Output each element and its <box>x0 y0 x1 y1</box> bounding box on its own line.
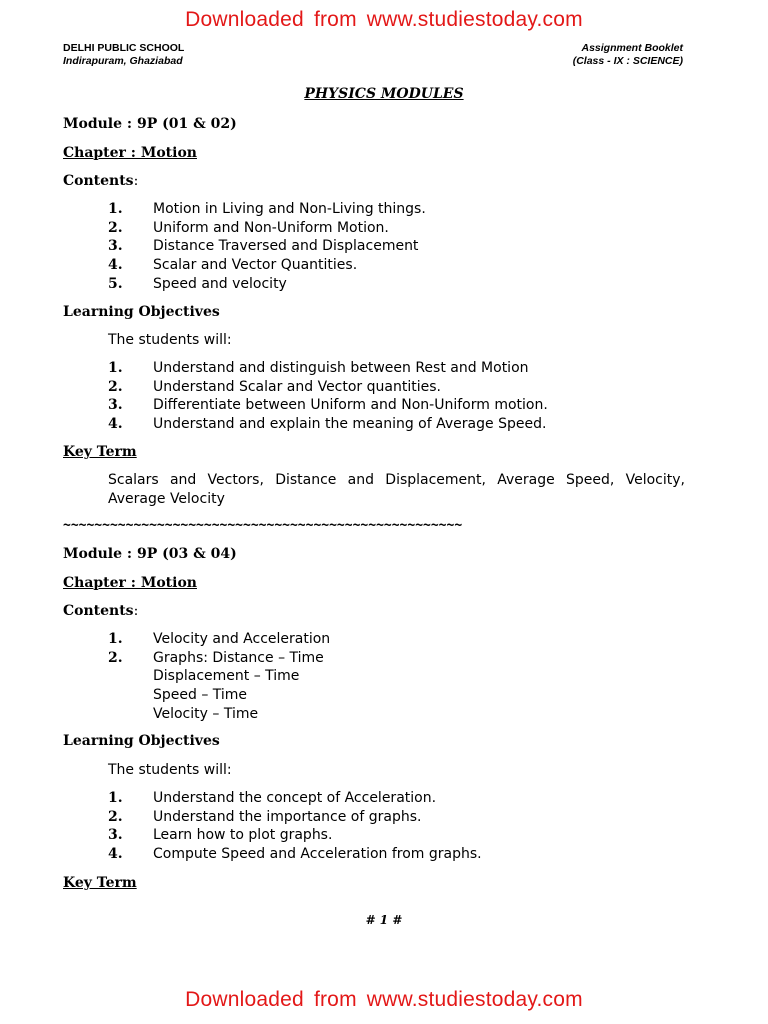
list-text: Velocity and Acceleration <box>153 631 331 647</box>
module-2-chapter: Chapter : Motion <box>63 575 197 591</box>
list-number: 3. <box>108 397 123 414</box>
module-1-objectives-list <box>108 359 548 434</box>
module-1-keyterm-heading: Key Term <box>63 444 137 460</box>
list-item <box>108 649 330 668</box>
list-text: Distance Traversed and Displacement <box>153 238 419 255</box>
list-text: Understand the concept of Acceleration. <box>153 790 437 806</box>
module-1-keyterms: Scalars and Vectors, Distance and Displacement, Average Speed, Velocity, Average Velocity <box>108 472 685 507</box>
module-1-heading <box>63 116 237 132</box>
list-text: Speed – Time <box>153 687 248 704</box>
module-2-contents-heading: Contents: <box>63 603 139 619</box>
list-number: 1. <box>108 631 123 647</box>
module-2-objectives-list <box>108 789 482 864</box>
module-2-contents-label: Contents <box>63 603 134 619</box>
list-number: 2. <box>108 219 123 236</box>
list-number: 1. <box>108 201 123 217</box>
list-item <box>108 789 482 808</box>
list-text: Scalar and Vector Quantities. <box>153 257 358 274</box>
list-subitem <box>108 686 330 705</box>
list-item <box>108 378 548 397</box>
list-item <box>108 275 426 294</box>
list-item <box>108 200 426 219</box>
list-text: Uniform and Non-Uniform Motion. <box>153 219 389 236</box>
module-1-contents-list <box>108 200 426 293</box>
list-number: 4. <box>108 416 123 433</box>
list-item <box>108 359 548 378</box>
list-number: 1. <box>108 360 123 376</box>
list-number: 3. <box>108 238 123 255</box>
list-text: Motion in Living and Non-Living things. <box>153 201 426 217</box>
list-subitem <box>108 667 330 686</box>
list-item <box>108 219 426 238</box>
list-number: 4. <box>108 846 123 863</box>
module-2-heading <box>63 546 237 562</box>
module-2-label: Module <box>63 546 123 562</box>
list-item <box>108 826 482 845</box>
list-text: Velocity – Time <box>153 705 259 722</box>
booklet-title: Assignment Booklet <box>581 42 683 54</box>
booklet-class: (Class - IX : SCIENCE) <box>572 55 683 67</box>
list-text: Displacement – Time <box>153 668 300 685</box>
module-2-objectives-heading: Learning Objectives <box>63 733 220 749</box>
list-number: 5. <box>108 275 123 292</box>
list-text: Understand Scalar and Vector quantities. <box>153 378 441 395</box>
list-item <box>108 237 426 256</box>
module-1-value: : 9P (01 & 02) <box>126 116 237 132</box>
watermark-bottom: Downloaded from www.studiestoday.com <box>185 988 583 1011</box>
section-separator: ~~~~~~~~~~~~~~~~~~~~~~~~~~~~~~~~~~~~~~~~~~~~~~~~~~~ <box>63 518 463 533</box>
list-item <box>108 808 482 827</box>
watermark-top: Downloaded from www.studiestoday.com <box>185 8 583 31</box>
list-number: 2. <box>108 378 123 395</box>
module-2-value: : 9P (03 & 04) <box>126 546 237 562</box>
list-number: 2. <box>108 649 123 666</box>
list-number: 2. <box>108 808 123 825</box>
list-text: Speed and velocity <box>153 275 287 292</box>
page-number: # 1 # <box>365 913 403 927</box>
booklet-header <box>573 42 683 68</box>
module-2-keyterm-heading: Key Term <box>63 875 137 891</box>
school-location: Indirapuram, Ghaziabad <box>63 55 183 67</box>
list-number: 1. <box>108 790 123 806</box>
list-text: Understand and distinguish between Rest and Motion <box>153 360 529 376</box>
list-text: Graphs: Distance – Time <box>153 649 324 666</box>
list-text: Learn how to plot graphs. <box>153 827 333 844</box>
list-item <box>108 630 330 649</box>
list-text: Differentiate between Uniform and Non-Uniform motion. <box>153 397 548 414</box>
module-1-objectives-heading: Learning Objectives <box>63 304 220 320</box>
school-name: DELHI PUBLIC SCHOOL <box>63 42 185 54</box>
list-item <box>108 396 548 415</box>
module-2-contents-list <box>108 630 330 723</box>
list-number: 4. <box>108 257 123 274</box>
list-text: Understand and explain the meaning of Average Speed. <box>153 416 547 433</box>
list-text: Understand the importance of graphs. <box>153 808 422 825</box>
module-1-students-will: The students will: <box>108 332 232 348</box>
list-item <box>108 256 426 275</box>
module-1-contents-label: Contents <box>63 173 134 189</box>
module-1-chapter: Chapter : Motion <box>63 145 197 161</box>
list-number: 3. <box>108 827 123 844</box>
module-1-contents-heading: Contents: <box>63 173 139 189</box>
list-subitem <box>108 705 330 724</box>
school-header <box>63 42 184 68</box>
module-1-label: Module <box>63 116 123 132</box>
list-item <box>108 845 482 864</box>
page-title: PHYSICS MODULES <box>304 86 464 102</box>
module-2-students-will: The students will: <box>108 762 232 778</box>
list-item <box>108 415 548 434</box>
list-text: Compute Speed and Acceleration from graphs. <box>153 846 482 863</box>
